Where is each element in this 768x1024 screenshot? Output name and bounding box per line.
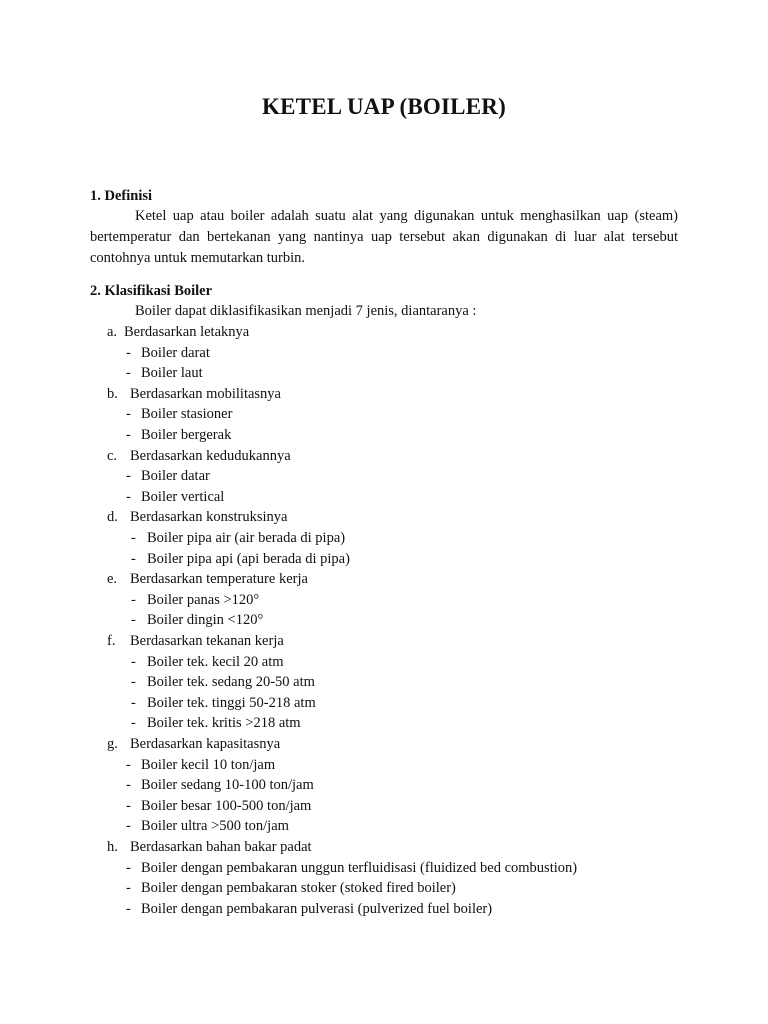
list-item: Boiler stasioner: [141, 406, 233, 422]
category-label: Berdasarkan temperature kerja: [130, 571, 308, 587]
bullet-dash: -: [126, 901, 131, 917]
list-item: Boiler darat: [141, 345, 210, 361]
category-marker: d.: [107, 509, 118, 525]
category-marker: e.: [107, 571, 118, 587]
category-label: Berdasarkan konstruksinya: [130, 509, 288, 525]
list-item: Boiler ultra >500 ton/jam: [141, 818, 289, 834]
category-marker: a.: [107, 324, 118, 340]
section-definisi-paragraph: Ketel uap atau boiler adalah suatu alat yang digunakan untuk menghasilkan uap (steam) bertemperatur dan bertekanan yang nantinya uap tersebut akan digunakan di luar alat tersebut contohnya untuk memutarkan turbin.: [90, 208, 678, 266]
category-label: Berdasarkan tekanan kerja: [130, 633, 284, 649]
bullet-dash: -: [126, 406, 131, 422]
list-item: Boiler pipa api (api berada di pipa): [147, 551, 350, 567]
list-item: Boiler panas >120°: [147, 592, 260, 608]
list-item: Boiler dengan pembakaran pulverasi (pulverized fuel boiler): [141, 901, 493, 917]
list-item: Boiler dengan pembakaran stoker (stoked fired boiler): [141, 880, 456, 896]
list-item: Boiler tek. kecil 20 atm: [147, 654, 284, 670]
list-item: Boiler laut: [141, 365, 203, 381]
category-marker: g.: [107, 736, 118, 752]
category-label: Berdasarkan kapasitasnya: [130, 736, 281, 752]
bullet-dash: -: [126, 777, 131, 793]
bullet-dash: -: [126, 489, 131, 505]
category-label: Berdasarkan mobilitasnya: [130, 386, 281, 402]
bullet-dash: -: [126, 365, 131, 381]
document-title: KETEL UAP (BOILER): [262, 94, 506, 119]
list-item: Boiler bergerak: [141, 427, 232, 443]
list-item: Boiler besar 100-500 ton/jam: [141, 798, 312, 814]
list-item: Boiler tek. sedang 20-50 atm: [147, 674, 315, 690]
category-marker: b.: [107, 386, 118, 402]
bullet-dash: -: [126, 880, 131, 896]
bullet-dash: -: [131, 551, 136, 567]
category-marker: h.: [107, 839, 118, 855]
bullet-dash: -: [126, 468, 131, 484]
bullet-dash: -: [126, 345, 131, 361]
category-label: Berdasarkan bahan bakar padat: [130, 839, 312, 855]
section-klasifikasi-intro: Boiler dapat diklasifikasikan menjadi 7 jenis, diantaranya :: [135, 303, 477, 319]
section-klasifikasi-heading: 2. Klasifikasi Boiler: [90, 283, 213, 299]
bullet-dash: -: [131, 695, 136, 711]
list-item: Boiler tek. kritis >218 atm: [147, 715, 301, 731]
bullet-dash: -: [131, 612, 136, 628]
list-item: Boiler tek. tinggi 50-218 atm: [147, 695, 316, 711]
category-label: Berdasarkan letaknya: [124, 324, 250, 340]
bullet-dash: -: [126, 757, 131, 773]
list-item: Boiler vertical: [141, 489, 225, 505]
list-item: Boiler datar: [141, 468, 210, 484]
bullet-dash: -: [131, 654, 136, 670]
bullet-dash: -: [126, 427, 131, 443]
section-definisi-heading: 1. Definisi: [90, 188, 153, 204]
category-marker: f.: [107, 633, 116, 649]
bullet-dash: -: [126, 798, 131, 814]
list-item: Boiler dingin <120°: [147, 612, 264, 628]
list-item: Boiler dengan pembakaran unggun terfluidisasi (fluidized bed combustion): [141, 860, 578, 876]
list-item: Boiler pipa air (air berada di pipa): [147, 530, 346, 546]
bullet-dash: -: [131, 674, 136, 690]
category-label: Berdasarkan kedudukannya: [130, 448, 291, 464]
list-item: Boiler kecil 10 ton/jam: [141, 757, 276, 773]
bullet-dash: -: [126, 860, 131, 876]
list-item: Boiler sedang 10-100 ton/jam: [141, 777, 314, 793]
bullet-dash: -: [126, 818, 131, 834]
bullet-dash: -: [131, 592, 136, 608]
bullet-dash: -: [131, 715, 136, 731]
bullet-dash: -: [131, 530, 136, 546]
category-marker: c.: [107, 448, 118, 464]
